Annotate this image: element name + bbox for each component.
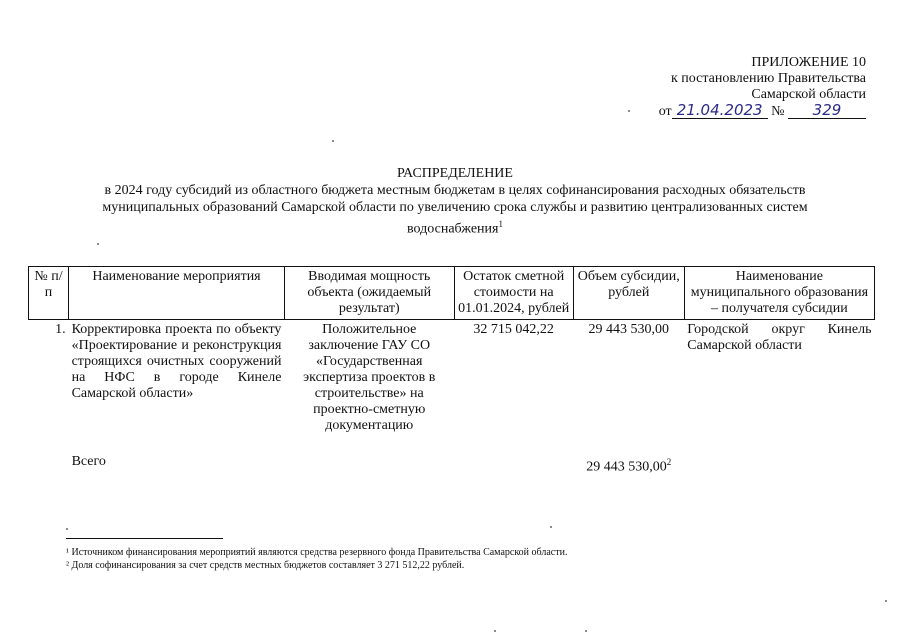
total-value-cell bbox=[573, 436, 684, 478]
scan-speck bbox=[585, 630, 587, 632]
header-subsidy: Объем субсидии, рублей bbox=[573, 267, 684, 320]
date-number-line bbox=[600, 103, 866, 120]
table-row bbox=[29, 320, 875, 437]
footnotes bbox=[66, 546, 866, 572]
scan-speck bbox=[494, 630, 496, 632]
scan-speck bbox=[550, 526, 552, 528]
scan-speck bbox=[628, 110, 630, 112]
header-measure: Наименование мероприятия bbox=[69, 267, 285, 320]
distribution-table bbox=[28, 266, 875, 478]
document-subtitle bbox=[60, 182, 850, 238]
number-value: 329 bbox=[788, 103, 866, 119]
total-footnote-mark: 2 bbox=[666, 457, 672, 467]
header-remaining-cost: Остаток сметной стоимости на 01.01.2024, рублей bbox=[454, 267, 573, 320]
row-recipient: Городской округ Кинель Самарской области bbox=[687, 322, 872, 353]
footnote-1: ¹ Источником финансирования мероприятий являются средства резервного фонда Правительства Самарской области. bbox=[66, 547, 568, 558]
row-measure: Корректировка проекта по объекту «Проектирование и реконструкция строящихся очистных сооружений на НФС в городе Кинеле Самарской области» bbox=[71, 322, 282, 401]
header-num: № п/п bbox=[29, 267, 69, 320]
scan-speck bbox=[66, 528, 68, 530]
row-capacity: Положительное заключение ГАУ СО «Государственная экспертиза проектов в строительстве» на проектно-сметную документацию bbox=[303, 322, 436, 433]
region-line: Самарской области bbox=[751, 87, 866, 102]
scan-speck bbox=[97, 243, 99, 245]
row-remaining-cost: 32 715 042,22 bbox=[473, 322, 554, 337]
subtitle-footnote-mark: 1 bbox=[498, 219, 503, 229]
appendix-label: ПРИЛОЖЕНИЕ 10 bbox=[751, 55, 866, 70]
footnote-divider bbox=[66, 538, 223, 539]
appendix-header bbox=[600, 55, 866, 120]
scan-speck bbox=[885, 600, 887, 602]
scan-speck bbox=[332, 140, 334, 142]
total-value: 29 443 530,00 bbox=[586, 459, 667, 475]
header-recipient: Наименование муниципального образования – получателя субсидии bbox=[684, 267, 874, 320]
resolution-line: к постановлению Правительства bbox=[670, 71, 866, 86]
date-prefix: от bbox=[658, 104, 672, 119]
row-num: 1. bbox=[55, 322, 66, 337]
table-total-row bbox=[29, 436, 875, 478]
number-prefix: № bbox=[771, 104, 785, 119]
total-label: Всего bbox=[71, 454, 106, 469]
subtitle-text: в 2024 году субсидий из областного бюджета местным бюджетам в целях софинансирования расходных обязательств муниципальных образований Самарской области по увеличению срока службы и развитию централизованных систем водоснабжения bbox=[102, 183, 808, 237]
footnote-2: ² Доля софинансирования за счет средств местных бюджетов составляет 3 271 512,22 рублей. bbox=[66, 560, 465, 571]
header-capacity: Вводимая мощность объекта (ожидаемый результат) bbox=[284, 267, 454, 320]
row-subsidy: 29 443 530,00 bbox=[588, 322, 670, 337]
table-header-row bbox=[29, 267, 875, 320]
document-title: РАСПРЕДЕЛЕНИЕ bbox=[397, 166, 513, 181]
date-value: 21.04.2023 bbox=[672, 103, 768, 119]
